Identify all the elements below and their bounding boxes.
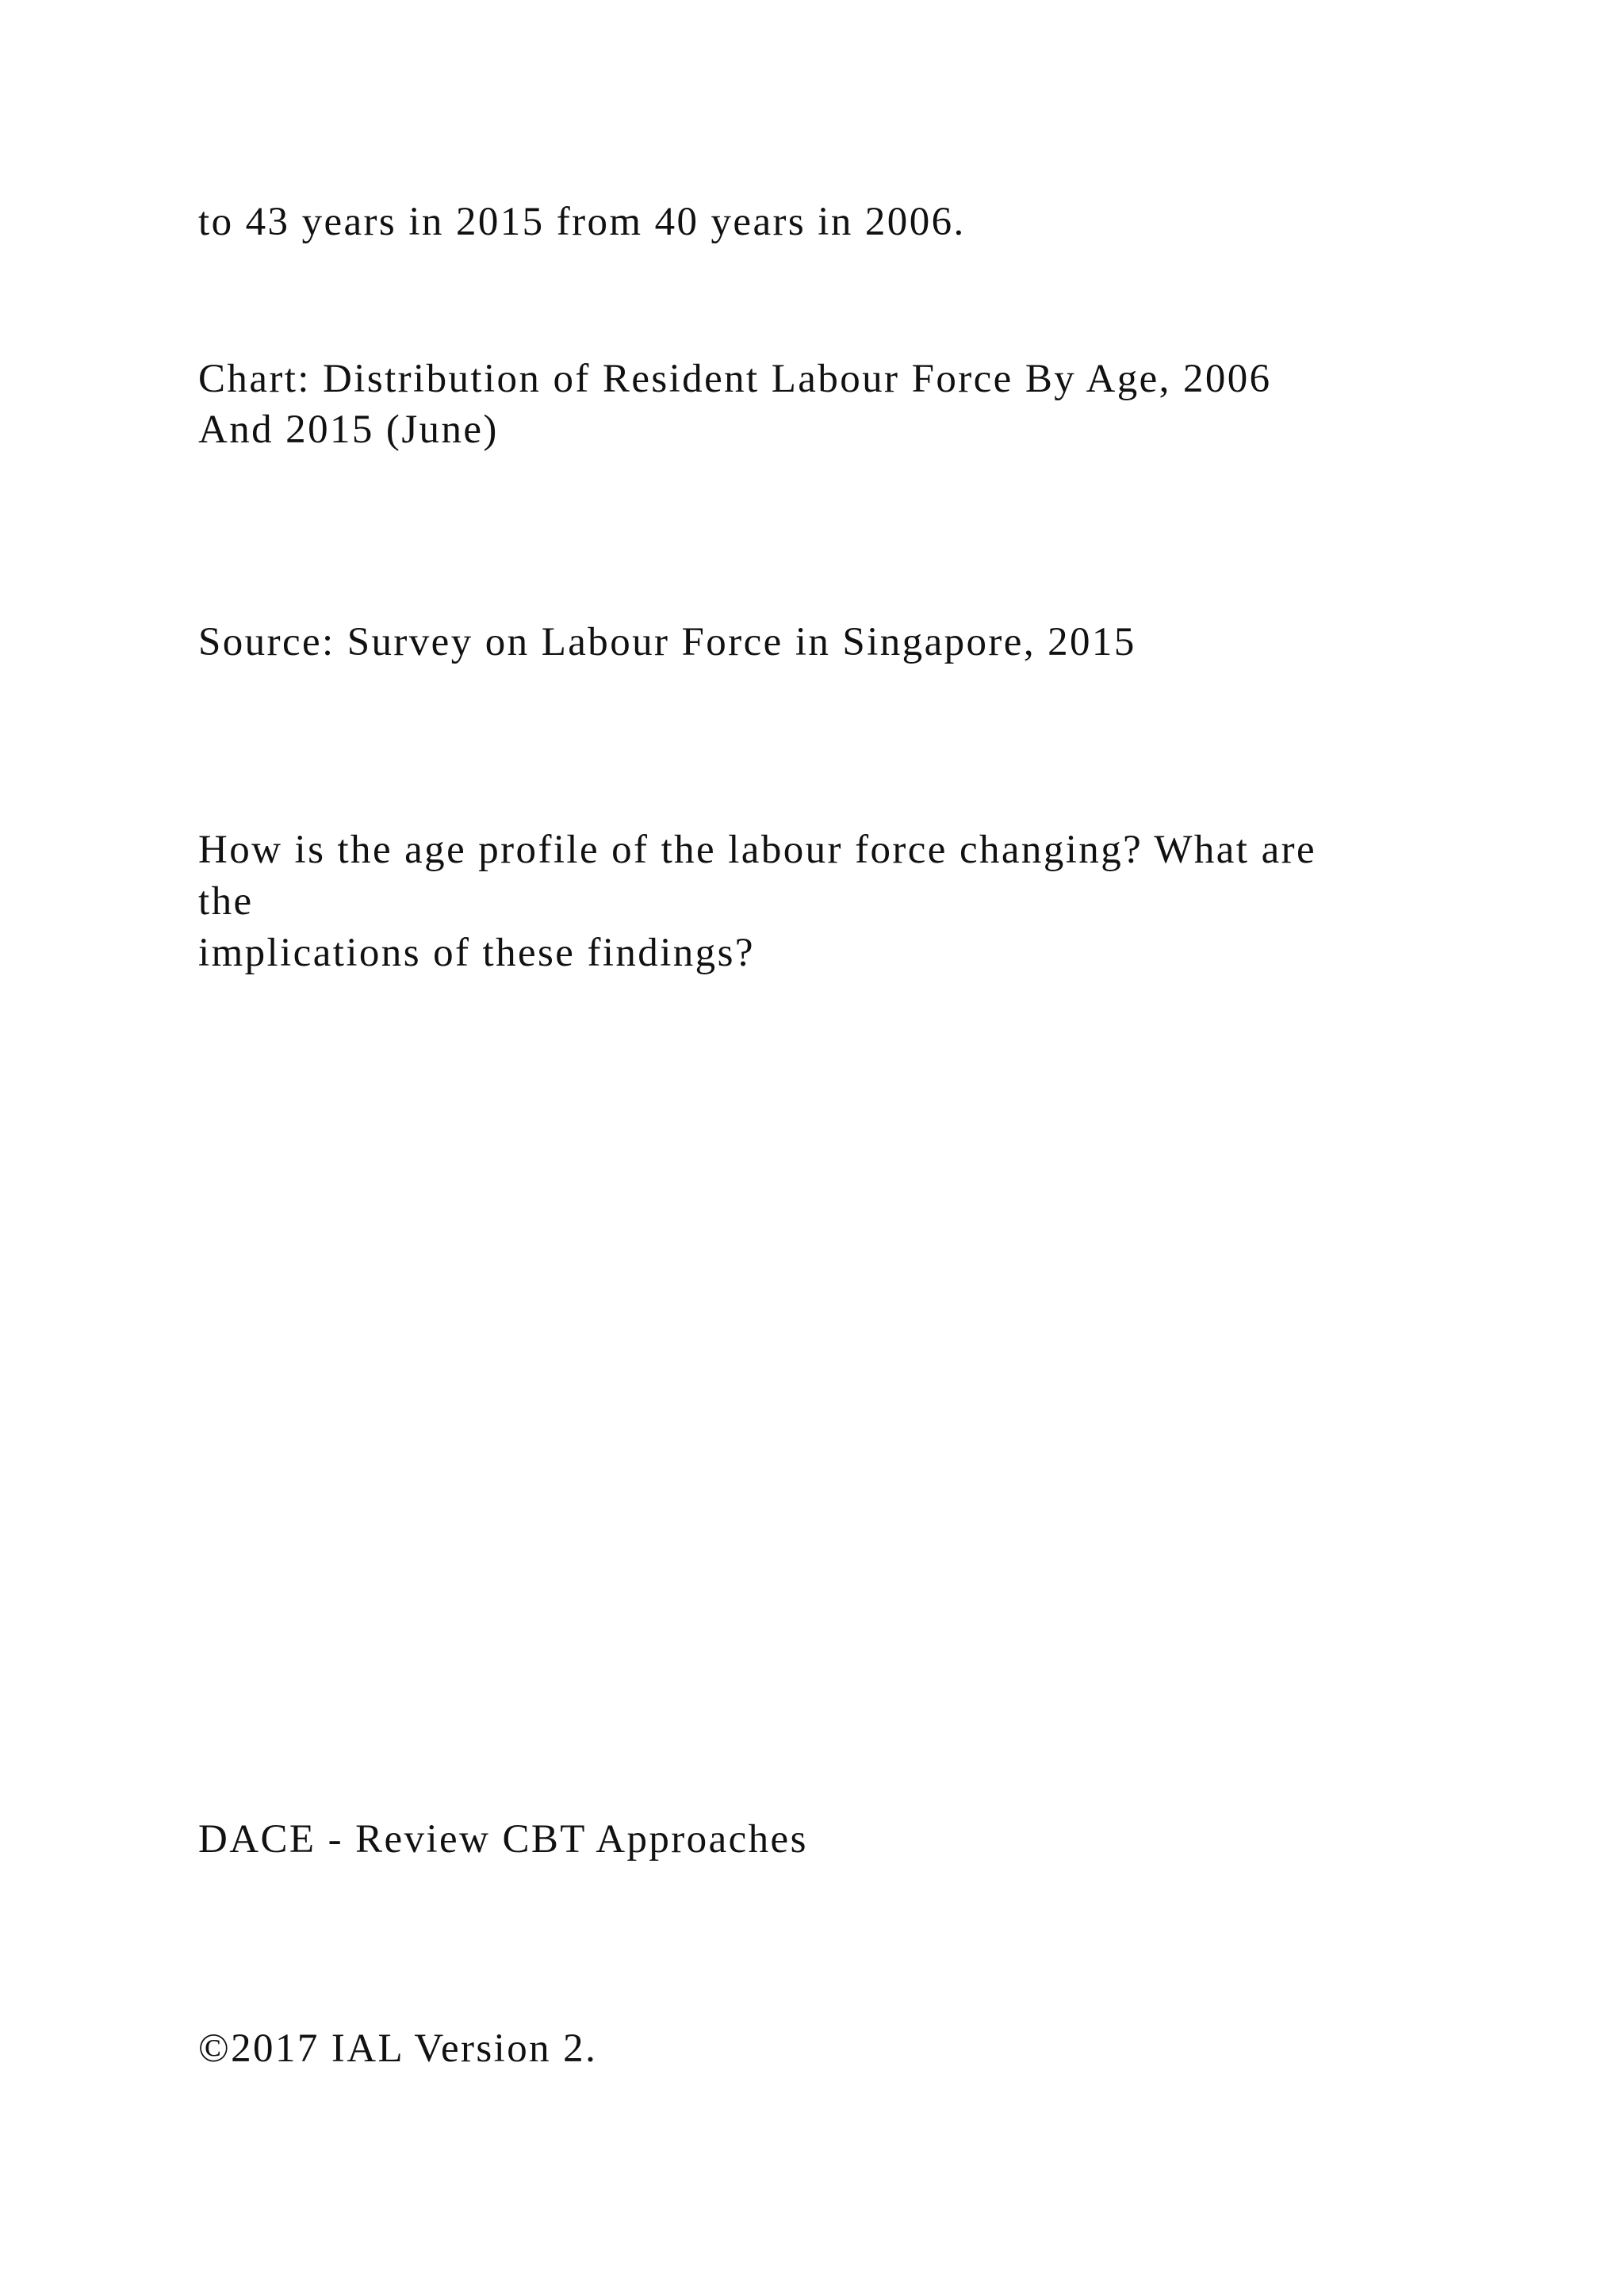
question-line-2: the: [198, 879, 254, 924]
intro-text: to 43 years in 2015 from 40 years in 2006.: [198, 200, 966, 244]
copyright-text: ©2017 IAL Version 2.: [198, 2026, 598, 2071]
chart-caption-line-2: And 2015 (June): [198, 408, 499, 452]
question-line-1: How is the age profile of the labour force changing? What are: [198, 828, 1317, 872]
question-line-3: implications of these findings?: [198, 931, 755, 975]
footer-title: DACE - Review CBT Approaches: [198, 1817, 808, 1862]
chart-caption-line-1: Chart: Distribution of Resident Labour Force By Age, 2006: [198, 357, 1272, 401]
source-text: Source: Survey on Labour Force in Singapore, 2015: [198, 620, 1136, 664]
